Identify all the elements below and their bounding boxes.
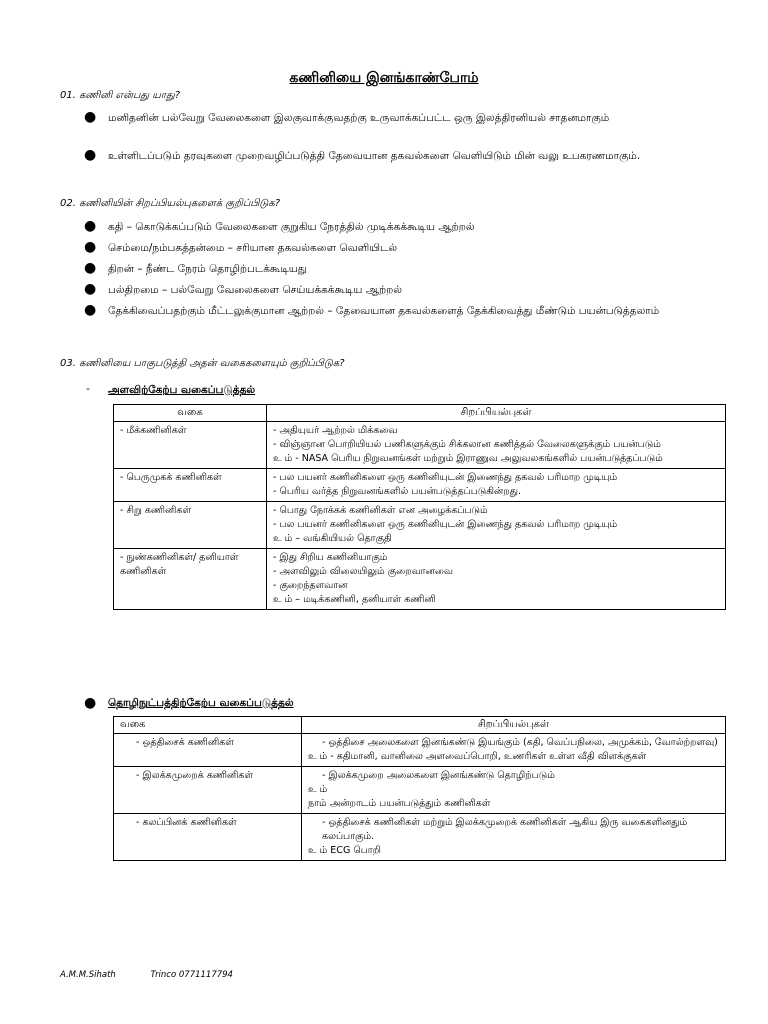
col-features-header: சிறப்பியல்புகள்	[267, 405, 726, 422]
bullet-icon: ●	[84, 218, 97, 234]
footer	[60, 970, 265, 980]
row-features	[267, 422, 726, 469]
q2-bullet-1-text: கதி – கொடுக்கப்படும் வேலைகளை குறுகிய நேரத்தில் முடிக்கக்கூடிய ஆற்றல்	[108, 221, 475, 233]
feature-line: உ ம் - கதிமானி, வானிலை அளவைப்பொறி, உணரிகள் உள்ள வீதி விளக்குகள்	[308, 751, 647, 762]
table-row	[114, 549, 726, 610]
section-2-heading-text: தொழிநுட்பத்திற்கேற்ப வகைப்படுத்தல்	[108, 697, 294, 709]
table-row	[114, 469, 726, 502]
bullet-icon: ●	[84, 260, 97, 276]
feature-line: உ ம் – வங்கியியல் தொகுதி	[273, 533, 392, 544]
bullet-icon: ●	[84, 302, 97, 318]
feature-line: - பல பயனர் கணினிகளை ஒரு கணினியுடன் இணைந்து தகவல் பரிமாற முடியும்	[273, 472, 618, 483]
question-2-label: 02. கணினியின் சிறப்பியல்புகளைக் குறிப்பிடுக?	[60, 198, 281, 209]
size-classification-table	[113, 404, 726, 610]
feature-line: - அளவிலும் விலையிலும் குறைவானவை	[273, 566, 453, 577]
bullet-icon: ●	[84, 147, 97, 163]
row-features	[267, 469, 726, 502]
table-header-row	[114, 717, 726, 734]
feature-line: - விஞ்ஞான பொறியியல் பணிகளுக்கும் சிக்கலான கணித்தல் வேலைகளுக்கும் பயன்படும்	[273, 439, 661, 450]
feature-line: - பல பயனர் கணினிகளை ஒரு கணினியுடன் இணைந்து தகவல் பரிமாற முடியும்	[273, 519, 618, 530]
section-1-dash: -	[86, 382, 90, 395]
question-3-label: 03. கணினியை பாகுபடுத்தி அதன் வகைகளையும் குறிப்பிடுக?	[60, 358, 345, 369]
q2-bullet-1	[84, 218, 728, 235]
q2-bullet-5	[84, 302, 728, 319]
footer-author: A.M.M.Sihath	[60, 970, 116, 980]
bullet-icon: ●	[84, 695, 97, 711]
section-2-heading	[84, 695, 294, 711]
q1-bullet-2	[84, 147, 728, 164]
q1-bullet-1-text: மனிதனின் பல்வேறு வேலைகளை இலகுவாக்குவதற்கு உருவாக்கப்பட்ட ஒரு இலத்திரனியல் சாதனமாகும்	[108, 112, 610, 124]
table-row	[114, 734, 726, 767]
row-type: - கலப்பினக் கணினிகள்	[114, 814, 302, 861]
row-features	[302, 767, 726, 814]
row-type: - இலக்கமுறைக் கணினிகள்	[114, 767, 302, 814]
feature-line: - ஒத்திசை அலைகளை இனங்கண்டு இயங்கும் (கதி, வெப்பநிலை, அமுக்கம், வோல்ற்றளவு)	[322, 737, 718, 748]
feature-line: உ ம் - NASA பெரிய நிறுவனங்கள் மற்றும் இராணுவ அலுவலகங்களில் பயன்படுத்தப்படும்	[273, 453, 663, 464]
row-type: - மீக்கணினிகள்	[114, 422, 267, 469]
feature-line: உ ம்	[308, 784, 328, 795]
technology-classification-table	[113, 716, 726, 861]
feature-line: உ ம் – மடிக்கணினி, தனியாள் கணினி	[273, 594, 436, 605]
question-1-label: 01. கணினி என்பது யாது?	[60, 90, 181, 101]
q2-bullet-5-text: தேக்கிவைப்பதற்கும் மீட்டலுக்குமான ஆற்றல் – தேவையான தகவல்களைத் தேக்கிவைத்து மீண்டும் பயன்படுத்தலாம்	[108, 305, 660, 317]
bullet-icon: ●	[84, 281, 97, 297]
table-row	[114, 767, 726, 814]
page-title: கணினியை இனங்காண்போம்	[289, 70, 479, 86]
q1-bullet-2-text: உள்ளிடப்படும் தரவுகளை முறைவழிப்படுத்தி தேவையான தகவல்களை வெளியிடும் மின் வலு உபகரணமாகும்.	[108, 150, 641, 162]
feature-line: - இலக்கமுறை அலைகளை இனங்கண்டு தொழிற்படும்	[322, 770, 555, 781]
row-type: - நுண்கணினிகள்/ தனியாள் கணினிகள்	[114, 549, 267, 610]
section-1-heading: அளவிற்கேற்ப வகைப்படுத்தல்	[108, 384, 256, 396]
bullet-icon: ●	[84, 109, 97, 125]
bullet-icon: ●	[84, 239, 97, 255]
col-type-header: வகை	[114, 405, 267, 422]
q2-bullet-4-text: பல்திறமை – பல்வேறு வேலைகளை செய்யக்கக்கூடிய ஆற்றல்	[108, 284, 403, 296]
row-features	[302, 814, 726, 861]
row-features	[267, 502, 726, 549]
q2-bullet-2-text: செம்மை/நம்பகத்தன்மை – சரியான தகவல்களை வெளியிடல்	[108, 242, 398, 254]
q1-bullet-1	[84, 109, 728, 126]
feature-line: - அதியுயர் ஆற்றல் மிக்கவை	[273, 425, 398, 436]
feature-line: நாம் அன்றாடம் பயன்படுத்தும் கணினிகள்	[308, 798, 491, 809]
feature-line: - இது சிறிய கணினியாகும்	[273, 552, 388, 563]
table-header-row	[114, 405, 726, 422]
feature-line: - பெரிய வர்த்த நிறுவனங்களில் பயன்படுத்தப்படுகின்றது.	[273, 486, 521, 497]
q2-bullet-2	[84, 239, 728, 256]
table-row	[114, 814, 726, 861]
q2-bullet-4	[84, 281, 728, 298]
col-features-header: சிறப்பியல்புகள்	[302, 717, 726, 734]
table-row	[114, 502, 726, 549]
col-type-header: வகை	[114, 717, 302, 734]
footer-contact: Trinco 0771117794	[150, 970, 233, 980]
feature-line: - ஒத்திசைக் கணினிகள் மற்றும் இலக்கமுறைக் கணினிகள் ஆகிய இரு வகைகளினதும் கலப்பாகும்.	[322, 817, 688, 842]
row-type: - பெருமுகக் கணினிகள்	[114, 469, 267, 502]
feature-line: உ ம் ECG பொறி	[308, 845, 381, 856]
q2-bullet-3	[84, 260, 728, 277]
q2-bullet-3-text: திறன் – நீண்ட நேரம் தொழிற்படக்கூடியது	[108, 263, 307, 275]
row-type: - ஒத்திசைக் கணினிகள்	[114, 734, 302, 767]
feature-line: - பொது நோக்கக் கணினிகள் என அழைக்கப்படும்	[273, 505, 488, 516]
row-features	[302, 734, 726, 767]
table-row	[114, 422, 726, 469]
row-features	[267, 549, 726, 610]
row-type: - சிறு கணினிகள்	[114, 502, 267, 549]
feature-line: - குறைந்தளவான	[273, 580, 348, 591]
